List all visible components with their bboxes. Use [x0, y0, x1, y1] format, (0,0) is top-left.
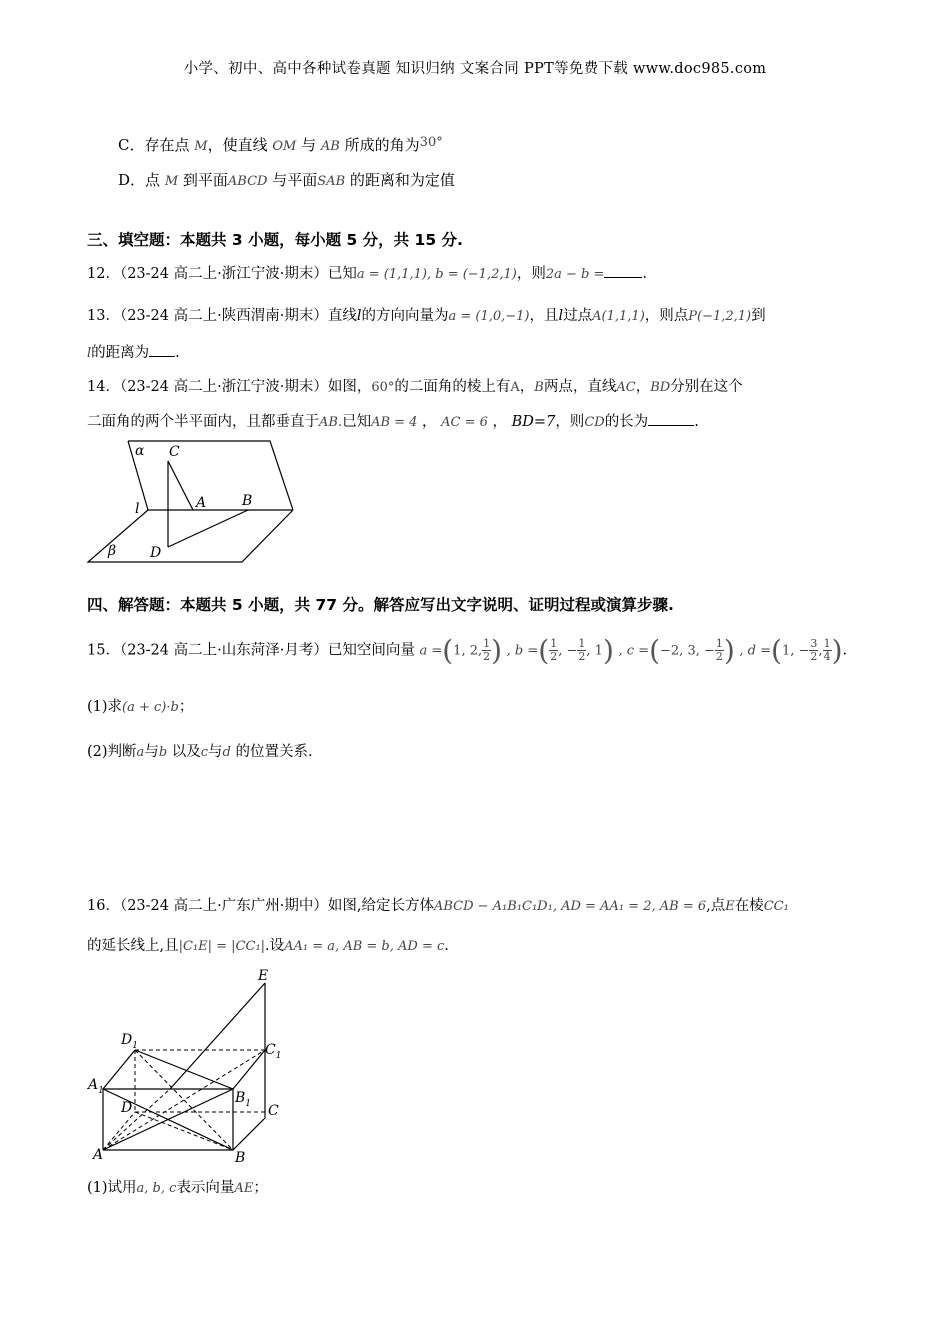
question-source: （23-24 高二上·广东广州·期中）如图,给定长方体 — [119, 898, 434, 914]
question-text: 已知 — [342, 414, 372, 430]
cuboid-figure — [85, 962, 300, 1167]
segment-d1b1 — [135, 1050, 233, 1089]
label-d: D — [150, 545, 162, 561]
question-text: 过点 — [563, 308, 593, 324]
option-c-text-c: 所成的角为 — [344, 136, 420, 154]
vector-b-end: , 1 — [586, 643, 603, 659]
part-label: (1)求 — [87, 699, 123, 715]
question-source: （23-24 高二上·山东菏泽·月考）已知空间向量 — [119, 642, 415, 659]
question-text: .设 — [265, 938, 285, 954]
segment-ca — [168, 461, 193, 510]
answer-blank[interactable] — [604, 263, 642, 278]
line-ab: AB. — [319, 415, 343, 430]
numerator: 1 — [823, 637, 831, 650]
cuboid-name: ABCD − A₁B₁C₁D₁ — [433, 899, 553, 914]
numerator: 3 — [810, 637, 818, 650]
label-b1: $B_1$ — [235, 1090, 252, 1109]
fraction — [823, 638, 832, 663]
define-b: , AB = b — [335, 939, 390, 954]
vector-ae: AE — [234, 1181, 254, 1196]
segment-db — [168, 510, 248, 547]
question-text: ，则 — [555, 414, 585, 430]
fraction — [482, 638, 491, 663]
period: . — [842, 642, 848, 659]
question-number: 16． — [87, 898, 120, 914]
question-source: （23-24 高二上·陕西渭南·期末）直线 — [119, 308, 357, 324]
option-c-text-a: ，使直线 — [207, 136, 268, 154]
label-alpha: α — [135, 443, 145, 459]
question-13-line2 — [87, 341, 180, 362]
line-bd: BD — [650, 380, 671, 395]
line-om: OM — [272, 139, 297, 154]
vector-a-values: 1, 2, — [453, 643, 483, 659]
length-condition: |C₁E| = |CC₁| — [178, 939, 266, 954]
dihedral-angle-figure — [80, 435, 300, 565]
period: . — [444, 938, 449, 954]
cuboid-front-bottom — [103, 983, 265, 1150]
label-b: B — [235, 1150, 246, 1166]
label-a: A — [196, 495, 207, 511]
question-number: 14． — [87, 379, 120, 395]
question-16-line2 — [87, 934, 449, 955]
point-a: A(1,1,1) — [592, 309, 645, 324]
point-m: M — [194, 139, 208, 154]
question-text: 的距离为 — [91, 345, 150, 361]
denominator: 2 — [810, 650, 818, 663]
denominator: 2 — [715, 650, 723, 663]
vector-a: a — [136, 745, 145, 760]
question-text: 两点，直线 — [543, 379, 617, 395]
vector-d: d — [222, 745, 231, 760]
question-text: 的位置关系. — [235, 744, 313, 760]
vector-c-values: −2, 3, − — [660, 643, 715, 659]
edge-cc1: CC₁ — [763, 899, 789, 914]
label-e: E — [258, 968, 269, 984]
bd-value: BD=7 — [511, 414, 556, 430]
edge-b1c1 — [233, 1050, 265, 1089]
question-12 — [87, 262, 647, 283]
part-label: (1)试用 — [87, 1180, 137, 1196]
period: . — [642, 266, 647, 282]
answer-blank[interactable] — [149, 342, 175, 357]
label-l: l — [135, 501, 140, 517]
question-text: 与 — [144, 744, 159, 760]
angle-30: 30° — [419, 135, 443, 150]
label-a: A — [93, 1147, 104, 1163]
direction-vector: a = (1,0,−1) — [448, 309, 530, 324]
section-4-title: 四、解答题：本题共 5 小题，共 77 分。解答应写出文字说明、证明过程或演算步骤. — [87, 596, 674, 614]
question-text: 二面角的两个半平面内，且都垂直于 — [87, 414, 319, 430]
question-text: 与 — [208, 744, 223, 760]
question-text: ，且 — [529, 308, 559, 324]
page-banner: 小学、初中、高中各种试卷真题 知识归纳 文案合同 PPT等免费下载 www.doc985.com — [183, 61, 767, 77]
question-text: ,点 — [706, 898, 726, 914]
question-text: 的长为 — [604, 414, 649, 430]
semicolon: ； — [253, 1180, 268, 1196]
question-source: （23-24 高二上·浙江宁波·期末）已知 — [119, 266, 357, 282]
answer-blank[interactable] — [648, 411, 694, 426]
edge-ad-hidden — [103, 1112, 135, 1150]
option-d — [118, 169, 455, 190]
segment-db-hidden — [135, 1112, 233, 1150]
question-14: 14．（23-24 高二上·浙江宁波·期末）如图，60°的二面角的棱上有A，B两点，直线AC，BD分别在这个 — [87, 379, 743, 395]
part-label: (2)判断 — [87, 744, 137, 760]
vector-def: a = (1,1,1), b = (−1,2,1) — [356, 267, 517, 282]
section-3-title: 三、填空题：本题共 3 小题，每小题 5 分，共 15 分. — [87, 231, 463, 249]
question-source: （23-24 高二上·浙江宁波·期末）如图， — [119, 379, 372, 395]
vector-c-label: , c = — [618, 643, 650, 659]
question-number: 15． — [87, 642, 120, 659]
option-c-label: C．存在点 — [118, 136, 190, 154]
condition-1: , AD = AA₁ = 2 — [552, 899, 652, 914]
fraction — [549, 638, 558, 663]
vector-c: c — [200, 745, 209, 760]
point-e: E — [725, 899, 735, 914]
vector-b: b — [158, 745, 168, 760]
label-beta: β — [108, 543, 117, 559]
label-b: B — [242, 493, 253, 509]
question-text: 分别在这个 — [670, 379, 743, 395]
vector-a-label: a = — [419, 643, 443, 659]
label-c: C — [268, 1103, 279, 1119]
question-text: 表示向量 — [176, 1180, 235, 1196]
question-16-part-1 — [87, 1176, 268, 1197]
vector-expr: 2a − b = — [545, 267, 605, 282]
segment-d1b-hidden — [135, 1050, 233, 1150]
numerator: 1 — [715, 637, 723, 650]
plane-alpha-edge — [128, 441, 293, 510]
label-c1: $C_1$ — [265, 1042, 282, 1061]
label-c: C — [169, 444, 180, 460]
question-text: ，则 — [516, 266, 546, 282]
line-cd: CD — [584, 415, 605, 430]
question-13 — [87, 304, 766, 325]
point-b: B — [534, 380, 544, 395]
denominator: 2 — [550, 650, 558, 663]
question-text: 的方向向量为 — [361, 308, 449, 324]
period: . — [175, 345, 180, 361]
ac-value: AC = 6 — [441, 415, 488, 430]
vector-d-values: 1, − — [781, 643, 810, 659]
question-text: 在棱 — [734, 898, 764, 914]
question-16 — [87, 894, 789, 915]
question-15-part-1 — [87, 695, 193, 716]
define-a: AA₁ = a — [284, 939, 336, 954]
plane-abcd: ABCD — [227, 174, 268, 189]
option-d-label: D．点 — [118, 171, 161, 189]
line-ab: AB — [320, 139, 340, 154]
define-c: , AD = c — [389, 939, 445, 954]
question-15: 15．（23-24 高二上·山东菏泽·月考）已知空间向量 a =(1, 2, $\frac{1}{2}$ ) , b =( $\frac{1}{2}$ , − $\frac{1}{2}$ , 1) , c =(−2, 3, − $\frac{1}{2}$ ) , d =(1, − $\frac{3}{2}$ , $\frac{1}{4}$ ). — [87, 634, 848, 667]
question-text: ，则点 — [644, 308, 689, 324]
numerator: 1 — [578, 637, 586, 650]
point-p: P(−1,2,1) — [688, 309, 752, 324]
vector-b-sep: , − — [558, 643, 578, 659]
line-ac: AC — [616, 380, 636, 395]
question-15-part-2 — [87, 740, 313, 761]
point-m: M — [164, 174, 179, 189]
segment-ae-hidden — [103, 1089, 170, 1150]
period: . — [694, 414, 699, 430]
question-text: 的延长线上,且 — [87, 938, 179, 954]
question-text: 的二面角的棱上有 — [394, 379, 511, 395]
denominator: 2 — [578, 650, 586, 663]
angle-60: 60° — [371, 380, 395, 395]
fraction — [715, 638, 724, 663]
label-d: D — [121, 1100, 133, 1116]
option-c — [118, 134, 443, 155]
condition-2: , AB = 6 — [651, 899, 707, 914]
numerator: 1 — [550, 637, 558, 650]
dot-product-expr: (a + c)·b — [122, 700, 179, 715]
line-l: l — [87, 346, 92, 361]
vectors-abc: a, b, c — [136, 1181, 177, 1196]
question-text: 到 — [751, 308, 766, 324]
semicolon: ； — [178, 699, 194, 715]
line-l: l — [356, 308, 362, 324]
line-l: l — [558, 308, 564, 324]
option-d-text-c: 的距离和为定值 — [349, 171, 455, 189]
segment-ae-visible — [170, 983, 265, 1089]
option-c-text-b: 与 — [301, 136, 317, 154]
question-number: 13． — [87, 308, 120, 324]
question-text: 以及 — [171, 744, 201, 760]
point-a: A — [510, 380, 520, 395]
ab-value: AB = 4 — [371, 415, 418, 430]
question-14-line2: 二面角的两个半平面内，且都垂直于AB.已知AB = 4 ， AC = 6 ， BD=7，则CD的长为 . — [87, 410, 699, 431]
plane-sab: SAB — [317, 174, 346, 189]
label-d1: $D_1$ — [121, 1032, 138, 1051]
vector-d-label: , d = — [739, 643, 772, 659]
numerator: 1 — [483, 637, 491, 650]
option-d-text-a: 到平面 — [182, 171, 228, 189]
denominator: 4 — [823, 650, 831, 663]
question-number: 12． — [87, 266, 120, 282]
option-d-text-b: 与平面 — [272, 171, 318, 189]
edge-a1d1 — [103, 1050, 135, 1089]
vector-b-label: , b = — [506, 643, 539, 659]
denominator: 2 — [483, 650, 491, 663]
label-a1: $A_1$ — [88, 1077, 104, 1096]
